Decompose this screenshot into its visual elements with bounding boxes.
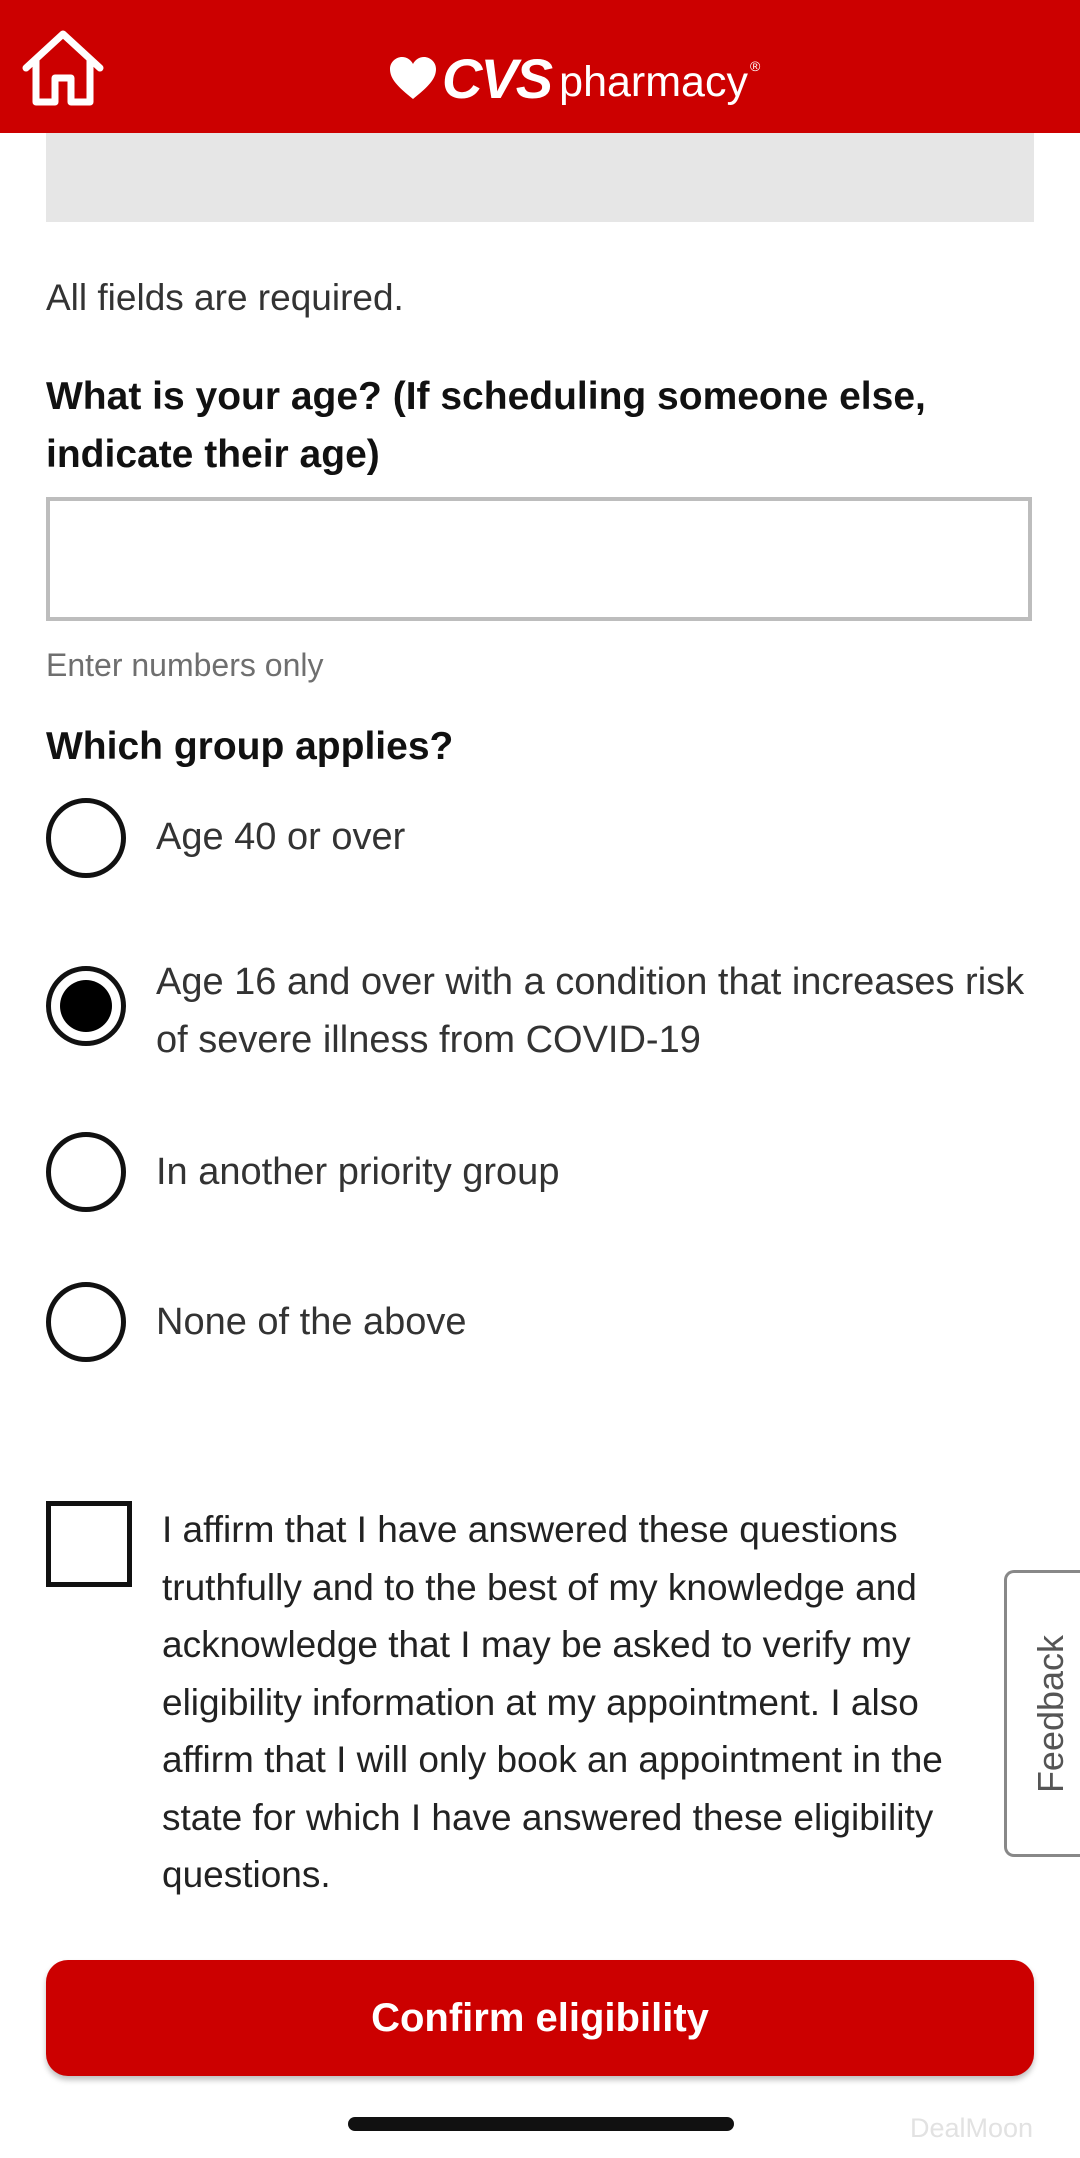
radio-button-selected[interactable]	[46, 966, 126, 1046]
required-fields-note: All fields are required.	[46, 277, 404, 318]
radio-option-none[interactable]	[46, 1282, 1046, 1364]
registered-mark: ®	[749, 58, 761, 74]
group-question-label: Which group applies?	[46, 725, 454, 768]
feedback-label: Feedback	[1029, 1634, 1071, 1793]
radio-button[interactable]	[46, 1282, 126, 1362]
app-header	[0, 0, 1080, 133]
radio-option-age-40[interactable]	[46, 798, 1046, 880]
radio-label: None of the above	[156, 1301, 467, 1343]
radio-label: Age 40 or over	[156, 816, 406, 858]
heart-icon	[388, 55, 438, 101]
feedback-tab[interactable]	[1004, 1570, 1080, 1857]
watermark: DealMoon	[910, 2113, 1034, 2143]
radio-button[interactable]	[46, 798, 126, 878]
home-indicator-bar[interactable]	[348, 2117, 734, 2131]
radio-option-priority-group[interactable]	[46, 1132, 1046, 1214]
cvs-pharmacy-logo	[388, 48, 760, 108]
radio-label: In another priority group	[156, 1151, 560, 1193]
age-input[interactable]	[46, 497, 1032, 621]
affirm-checkbox[interactable]	[46, 1501, 132, 1587]
age-input-hint: Enter numbers only	[46, 647, 324, 683]
logo-pharmacy-text: pharmacy	[559, 57, 748, 106]
age-question-label: What is your age? (If scheduling someone else, indicate their age)	[46, 375, 926, 476]
radio-option-condition[interactable]	[46, 961, 1046, 1084]
home-icon[interactable]	[20, 28, 106, 108]
logo-cvs-text: CVS	[442, 46, 552, 110]
info-banner	[46, 133, 1034, 222]
confirm-eligibility-button[interactable]: Confirm eligibility	[46, 1960, 1034, 2076]
affirm-text: I affirm that I have answered these questions truthfully and to the best of my knowledge and acknowledge that I may be asked to verify my eligibility information at my appointment. I also affirm that I will only book an appointment in the state for which I have answered these eligibility questions.	[162, 1509, 943, 1895]
radio-button[interactable]	[46, 1132, 126, 1212]
radio-label: Age 16 and over with a condition that increases risk of severe illness from COVID-19	[156, 961, 1025, 1061]
